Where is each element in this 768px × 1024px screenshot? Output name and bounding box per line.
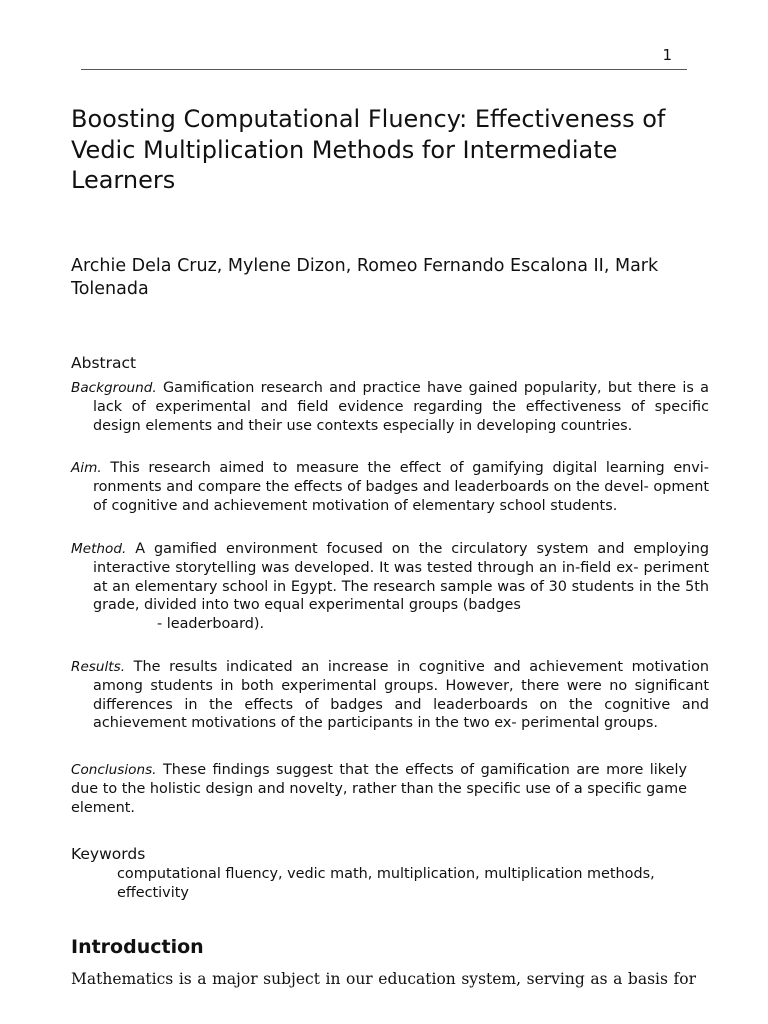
aim-text: This research aimed to measure the effect of gamifying digital learning envi- ronments and compare the effects of badges and leaderboards on the devel- opment of cognitive and achievement motivation of elementary school students. (93, 460, 709, 514)
author-list: Archie Dela Cruz, Mylene Dizon, Romeo Fernando Escalona II, Mark Tolenada (71, 256, 659, 299)
method-tail: - leaderboard). (157, 616, 265, 633)
abstract-heading: Abstract (71, 354, 137, 372)
results-lead: Results. (71, 659, 126, 675)
keywords-text: computational fluency, vedic math, multiplication, multiplication methods, effectivity (117, 866, 655, 901)
conclusions-text: These findings suggest that the effects of gamification are more likely due to the holistic design and novelty, rather than the specific use of a specific game element. (71, 762, 687, 816)
introduction-text: Mathematics is a major subject in our education system, serving as a basis for (71, 970, 696, 988)
aim-lead: Aim. (71, 460, 102, 476)
conclusions-lead: Conclusions. (71, 762, 157, 778)
background-text: Gamification research and practice have gained popularity, but there is a lack of experimental and field evidence regarding the effectiveness of specific design elements and their use contexts especially in developing countries. (93, 380, 709, 434)
introduction-heading: Introduction (71, 936, 204, 958)
abstract-conclusions (71, 761, 687, 817)
page-number: 1 (662, 46, 672, 64)
method-lead: Method. (71, 541, 127, 557)
abstract-results (71, 658, 709, 733)
results-text: The results indicated an increase in cognitive and achievement motivation among students in both experimental groups. However, there were no significant differences in the effects of badges and leaderboards on the cognitive and achievement motivations of the participants in the two ex- perimental groups. (93, 659, 709, 732)
keywords-heading: Keywords (71, 845, 146, 863)
method-text: A gamified environment focused on the circulatory system and employing interactive storytelling was developed. It was tested through an in-field ex- periment at an elementary school in Egypt. The research sample was of 30 students in the 5th grade, divided into two equal experimental groups (badges (93, 541, 709, 614)
abstract-method (71, 540, 709, 634)
paper-title: Boosting Computational Fluency: Effectiveness of Vedic Multiplication Methods for Intermediate Learners (71, 105, 666, 194)
abstract-background (71, 379, 709, 435)
abstract-aim (71, 459, 709, 515)
background-lead: Background. (71, 380, 157, 396)
header-rule (81, 69, 687, 70)
